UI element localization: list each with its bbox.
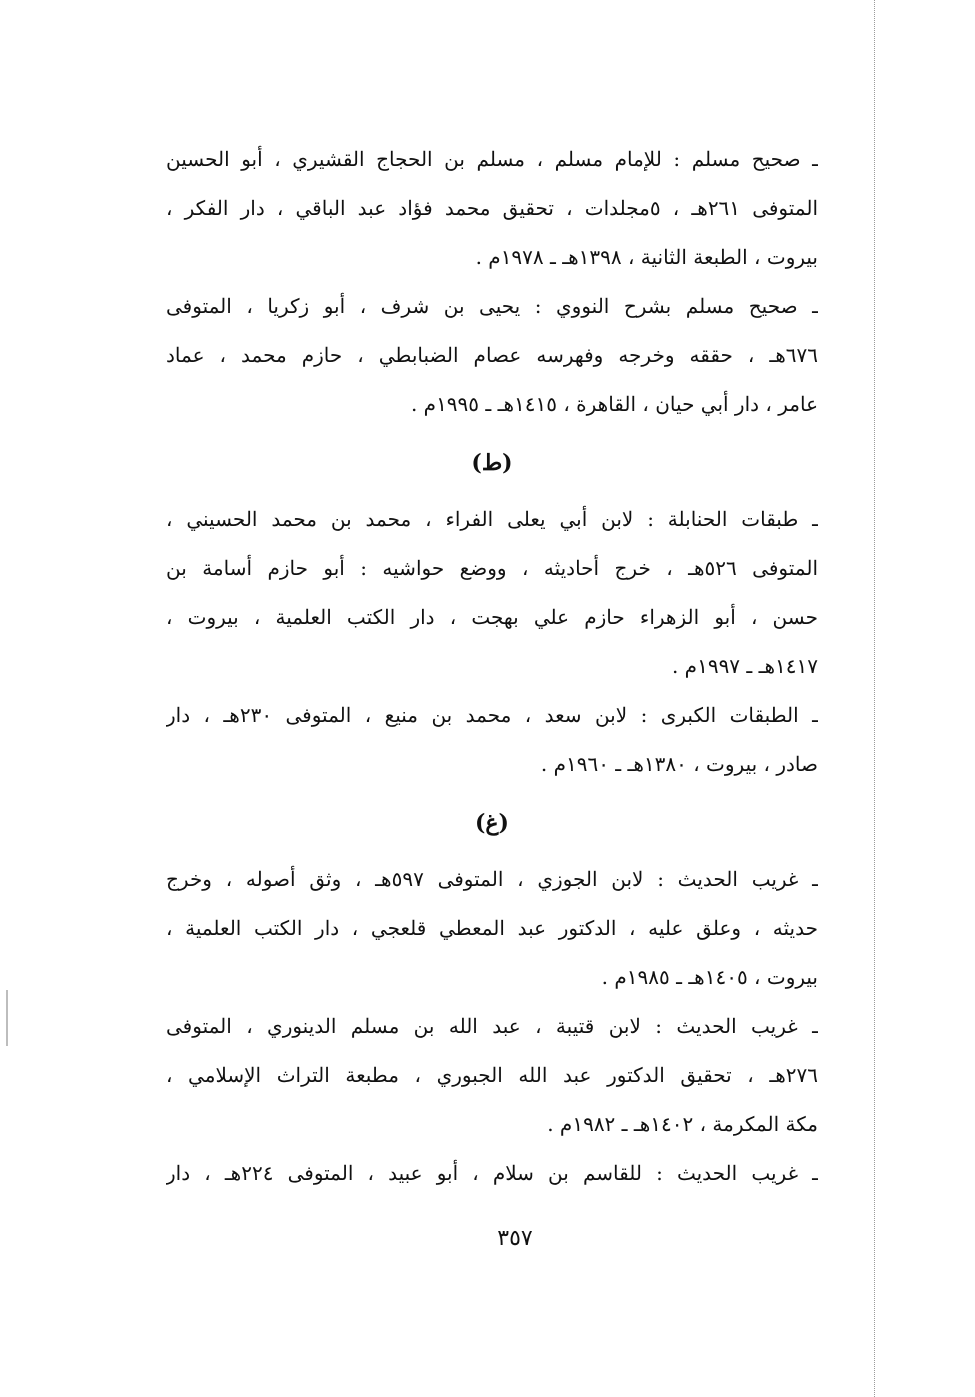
bibliography-entry	[166, 691, 818, 789]
entry-line: مكة المكرمة ، ١٤٠٢هـ ـ ١٩٨٢م .	[547, 1112, 818, 1136]
entry-line: حديثه ، وعلق عليه ، الدكتور عبد المعطي قلعجي ، دار الكتب العلمية ،	[166, 916, 818, 940]
entry-line: ٢٧٦هـ ، تحقيق الدكتور عبد الله الجبوري ، مطبعة التراث الإسلامي ،	[166, 1063, 818, 1087]
entry-line: صادر ، بيروت ، ١٣٨٠هـ ـ ١٩٦٠م .	[540, 752, 818, 776]
entry-line: ـ غريب الحديث : لابن الجوزي ، المتوفى ٥٩٧هـ ، وثق أصوله ، وخرج	[166, 867, 818, 891]
bibliography-entry	[166, 1002, 818, 1149]
scan-dotted-edge	[874, 0, 875, 1397]
page-number: ٣٥٧	[497, 1226, 533, 1251]
entry-line: ١٤١٧هـ ـ ١٩٩٧م .	[671, 654, 818, 678]
bibliography-entry	[166, 135, 818, 282]
entry-line: عامر ، دار أبي حيان ، القاهرة ، ١٤١٥هـ ـ ١٩٩٥م .	[410, 392, 818, 416]
section-ta	[166, 437, 818, 789]
bibliography-entry	[166, 282, 818, 429]
scan-margin-mark	[6, 990, 8, 1046]
entry-line: ـ صحيح مسلم بشرح النووي : يحيى بن شرف ، أبو زكريا ، المتوفى	[166, 294, 818, 318]
entry-line: ـ الطبقات الكبرى : لابن سعد ، محمد بن منيع ، المتوفى ٢٣٠هـ ، دار	[166, 703, 818, 727]
section-sad	[166, 135, 818, 429]
entry-line: المتوفى ٢٦١هـ ، ٥مجلدات ، تحقيق محمد فؤاد عبد الباقي ، دار الفكر ،	[166, 196, 818, 220]
entry-line: ـ غريب الحديث : للقاسم بن سلام ، أبو عبيد ، المتوفى ٢٢٤هـ ، دار	[166, 1161, 818, 1185]
entry-line: ـ صحيح مسلم : للإمام مسلم ، مسلم بن الحجاج القشيري ، أبو الحسين	[166, 147, 818, 171]
bibliography-entry	[166, 855, 818, 1002]
entry-line: بيروت ، ١٤٠٥هـ ـ ١٩٨٥م .	[601, 965, 818, 989]
entry-line: بيروت ، الطبعة الثانية ، ١٣٩٨هـ ـ ١٩٧٨م .	[475, 245, 818, 269]
bibliography-page	[166, 135, 818, 1198]
entry-line: ٦٧٦هـ ، حققه وخرجه وفهرسه عصام الضبابطي ، حازم محمد ، عماد	[166, 343, 818, 367]
section-ghain	[166, 797, 818, 1198]
entry-line: ـ غريب الحديث : لابن قتيبة ، عبد الله بن مسلم الدينوري ، المتوفى	[166, 1014, 818, 1038]
entry-line: ـ طبقات الحنابلة : لابن أبي يعلى الفراء ، محمد بن محمد الحسيني ،	[166, 507, 818, 531]
bibliography-entry	[166, 1149, 818, 1198]
entry-line: المتوفى ٥٢٦هـ ، خرج أحاديثه ، ووضع حواشيه : أبو حازم أسامة بن	[166, 556, 818, 580]
section-heading: (غ)	[475, 810, 509, 836]
bibliography-entry	[166, 495, 818, 691]
entry-line: حسن ، أبو الزهراء حازم علي بهجت ، دار الكتب العلمية ، بيروت ،	[166, 605, 818, 629]
section-heading: (ط)	[471, 450, 513, 476]
